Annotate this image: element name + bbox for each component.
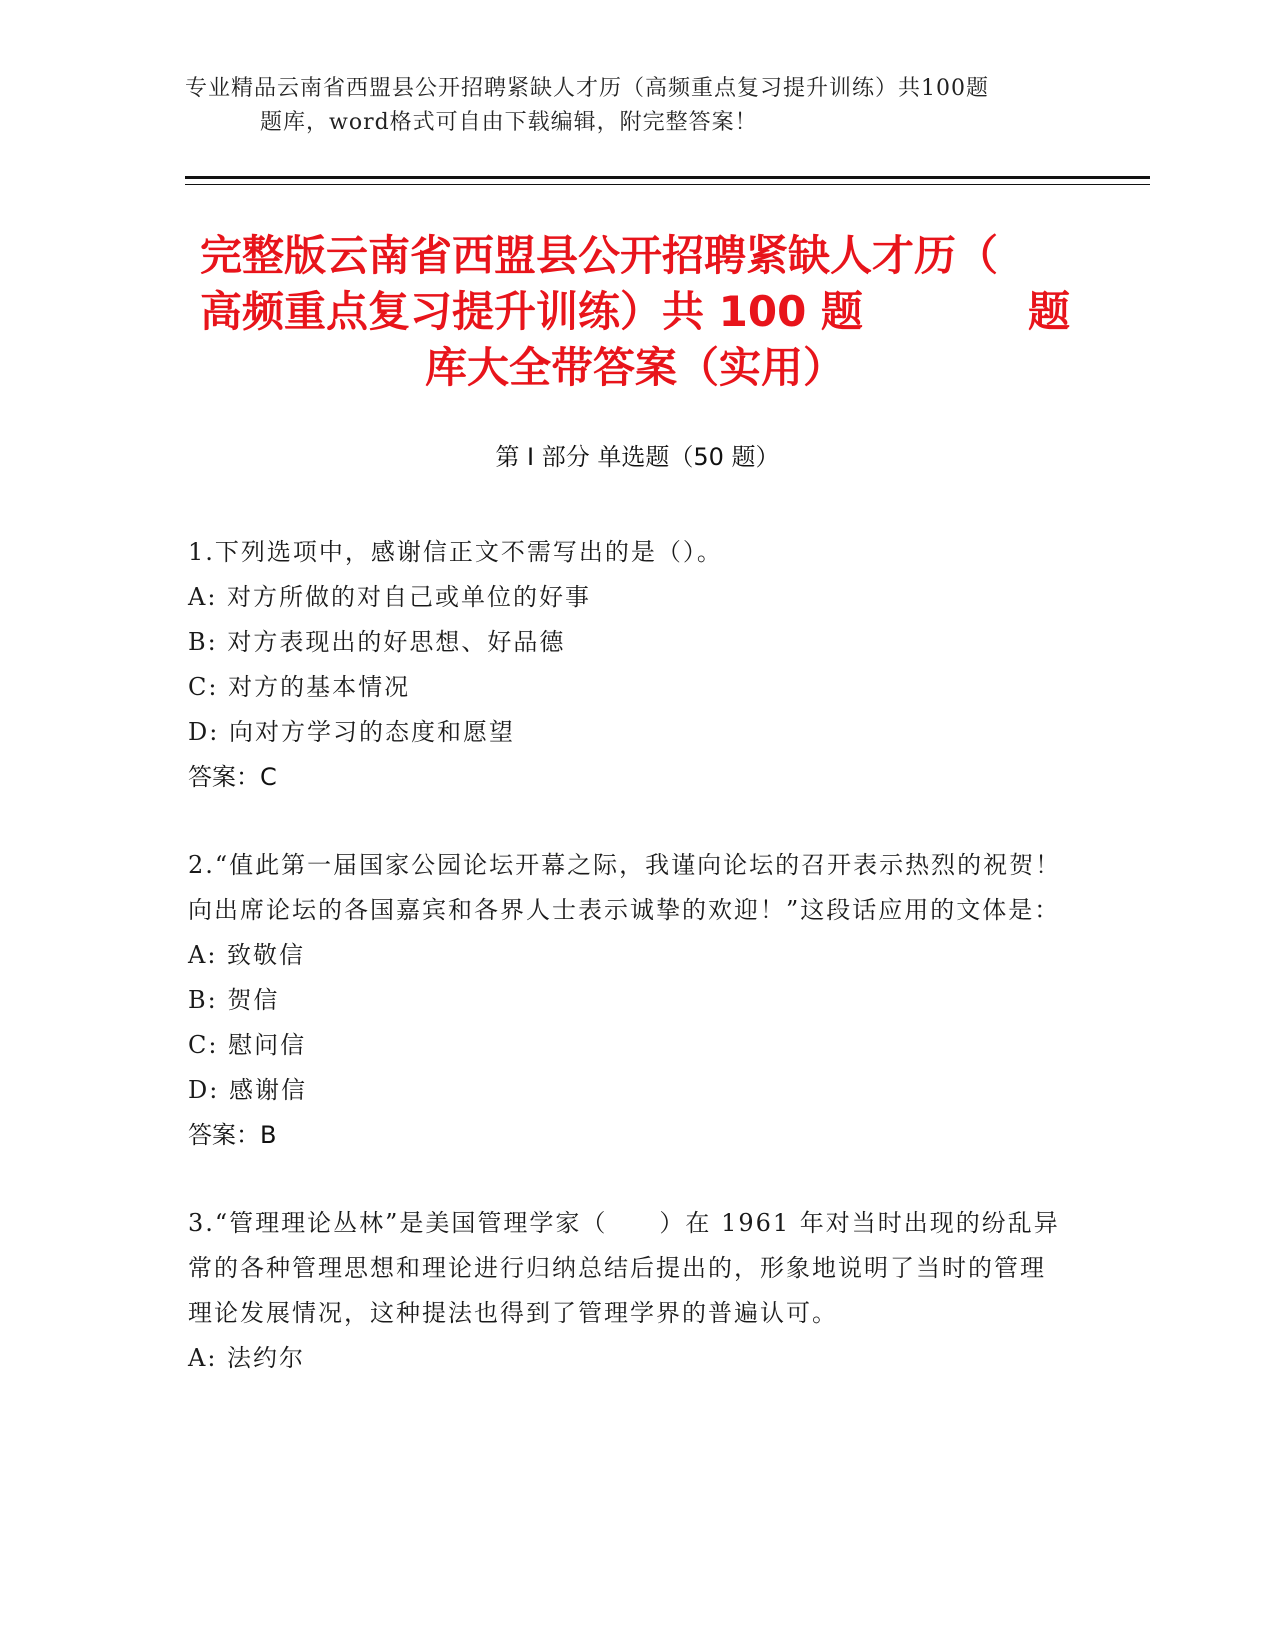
option-b: B: 贺信	[188, 986, 280, 1014]
option-a: A: 致敬信	[188, 941, 306, 969]
header-rule-thick	[185, 176, 1150, 179]
question-list	[188, 530, 1068, 1424]
option-d: D: 向对方学习的态度和愿望	[188, 718, 515, 746]
title-line-2	[200, 284, 1070, 340]
option-c: C: 慰问信	[188, 1031, 307, 1059]
title-line-2-tail: 题	[1027, 287, 1070, 336]
question-2	[188, 843, 1068, 1158]
option-d: D: 感谢信	[188, 1076, 307, 1104]
answer: 答案：C	[188, 763, 277, 791]
option-b: B: 对方表现出的好思想、好品德	[188, 628, 566, 656]
title-line-2-main: 高频重点复习提升训练）共 100 题	[200, 287, 863, 336]
option-c: C: 对方的基本情况	[188, 673, 411, 701]
header-note-line-2: 题库，word格式可自由下载编辑，附完整答案！	[260, 110, 758, 135]
question-stem: 3.“管理理论丛林”是美国管理学家（ ）在 1961 年对当时出现的纷乱异常的各种管理思想和理论进行归纳总结后提出的，形象地说明了当时的管理理论发展情况，这种提法也得到了管理学界的普遍认可。	[188, 1209, 1060, 1327]
question-stem: 1.下列选项中，感谢信正文不需写出的是（）。	[188, 538, 723, 566]
header-rule-thin	[185, 184, 1150, 185]
title-line-1: 完整版云南省西盟县公开招聘紧缺人才历（	[200, 231, 999, 280]
question-1	[188, 530, 1068, 800]
document-title	[200, 228, 1070, 396]
answer: 答案：B	[188, 1121, 277, 1149]
question-3	[188, 1201, 1068, 1381]
section-heading: 第 I 部分 单选题（50 题）	[495, 443, 780, 471]
title-line-3: 库大全带答案（实用）	[424, 343, 845, 392]
option-a: A: 法约尔	[188, 1344, 306, 1372]
header-note-line-1: 专业精品云南省西盟县公开招聘紧缺人才历（高频重点复习提升训练）共100题	[185, 76, 989, 101]
option-a: A: 对方所做的对自己或单位的好事	[188, 583, 592, 611]
header-note	[185, 72, 1065, 140]
question-stem: 2.“值此第一届国家公园论坛开幕之际，我谨向论坛的召开表示热烈的祝贺！向出席论坛的各国嘉宾和各界人士表示诚挚的欢迎！”这段话应用的文体是：	[188, 851, 1062, 924]
